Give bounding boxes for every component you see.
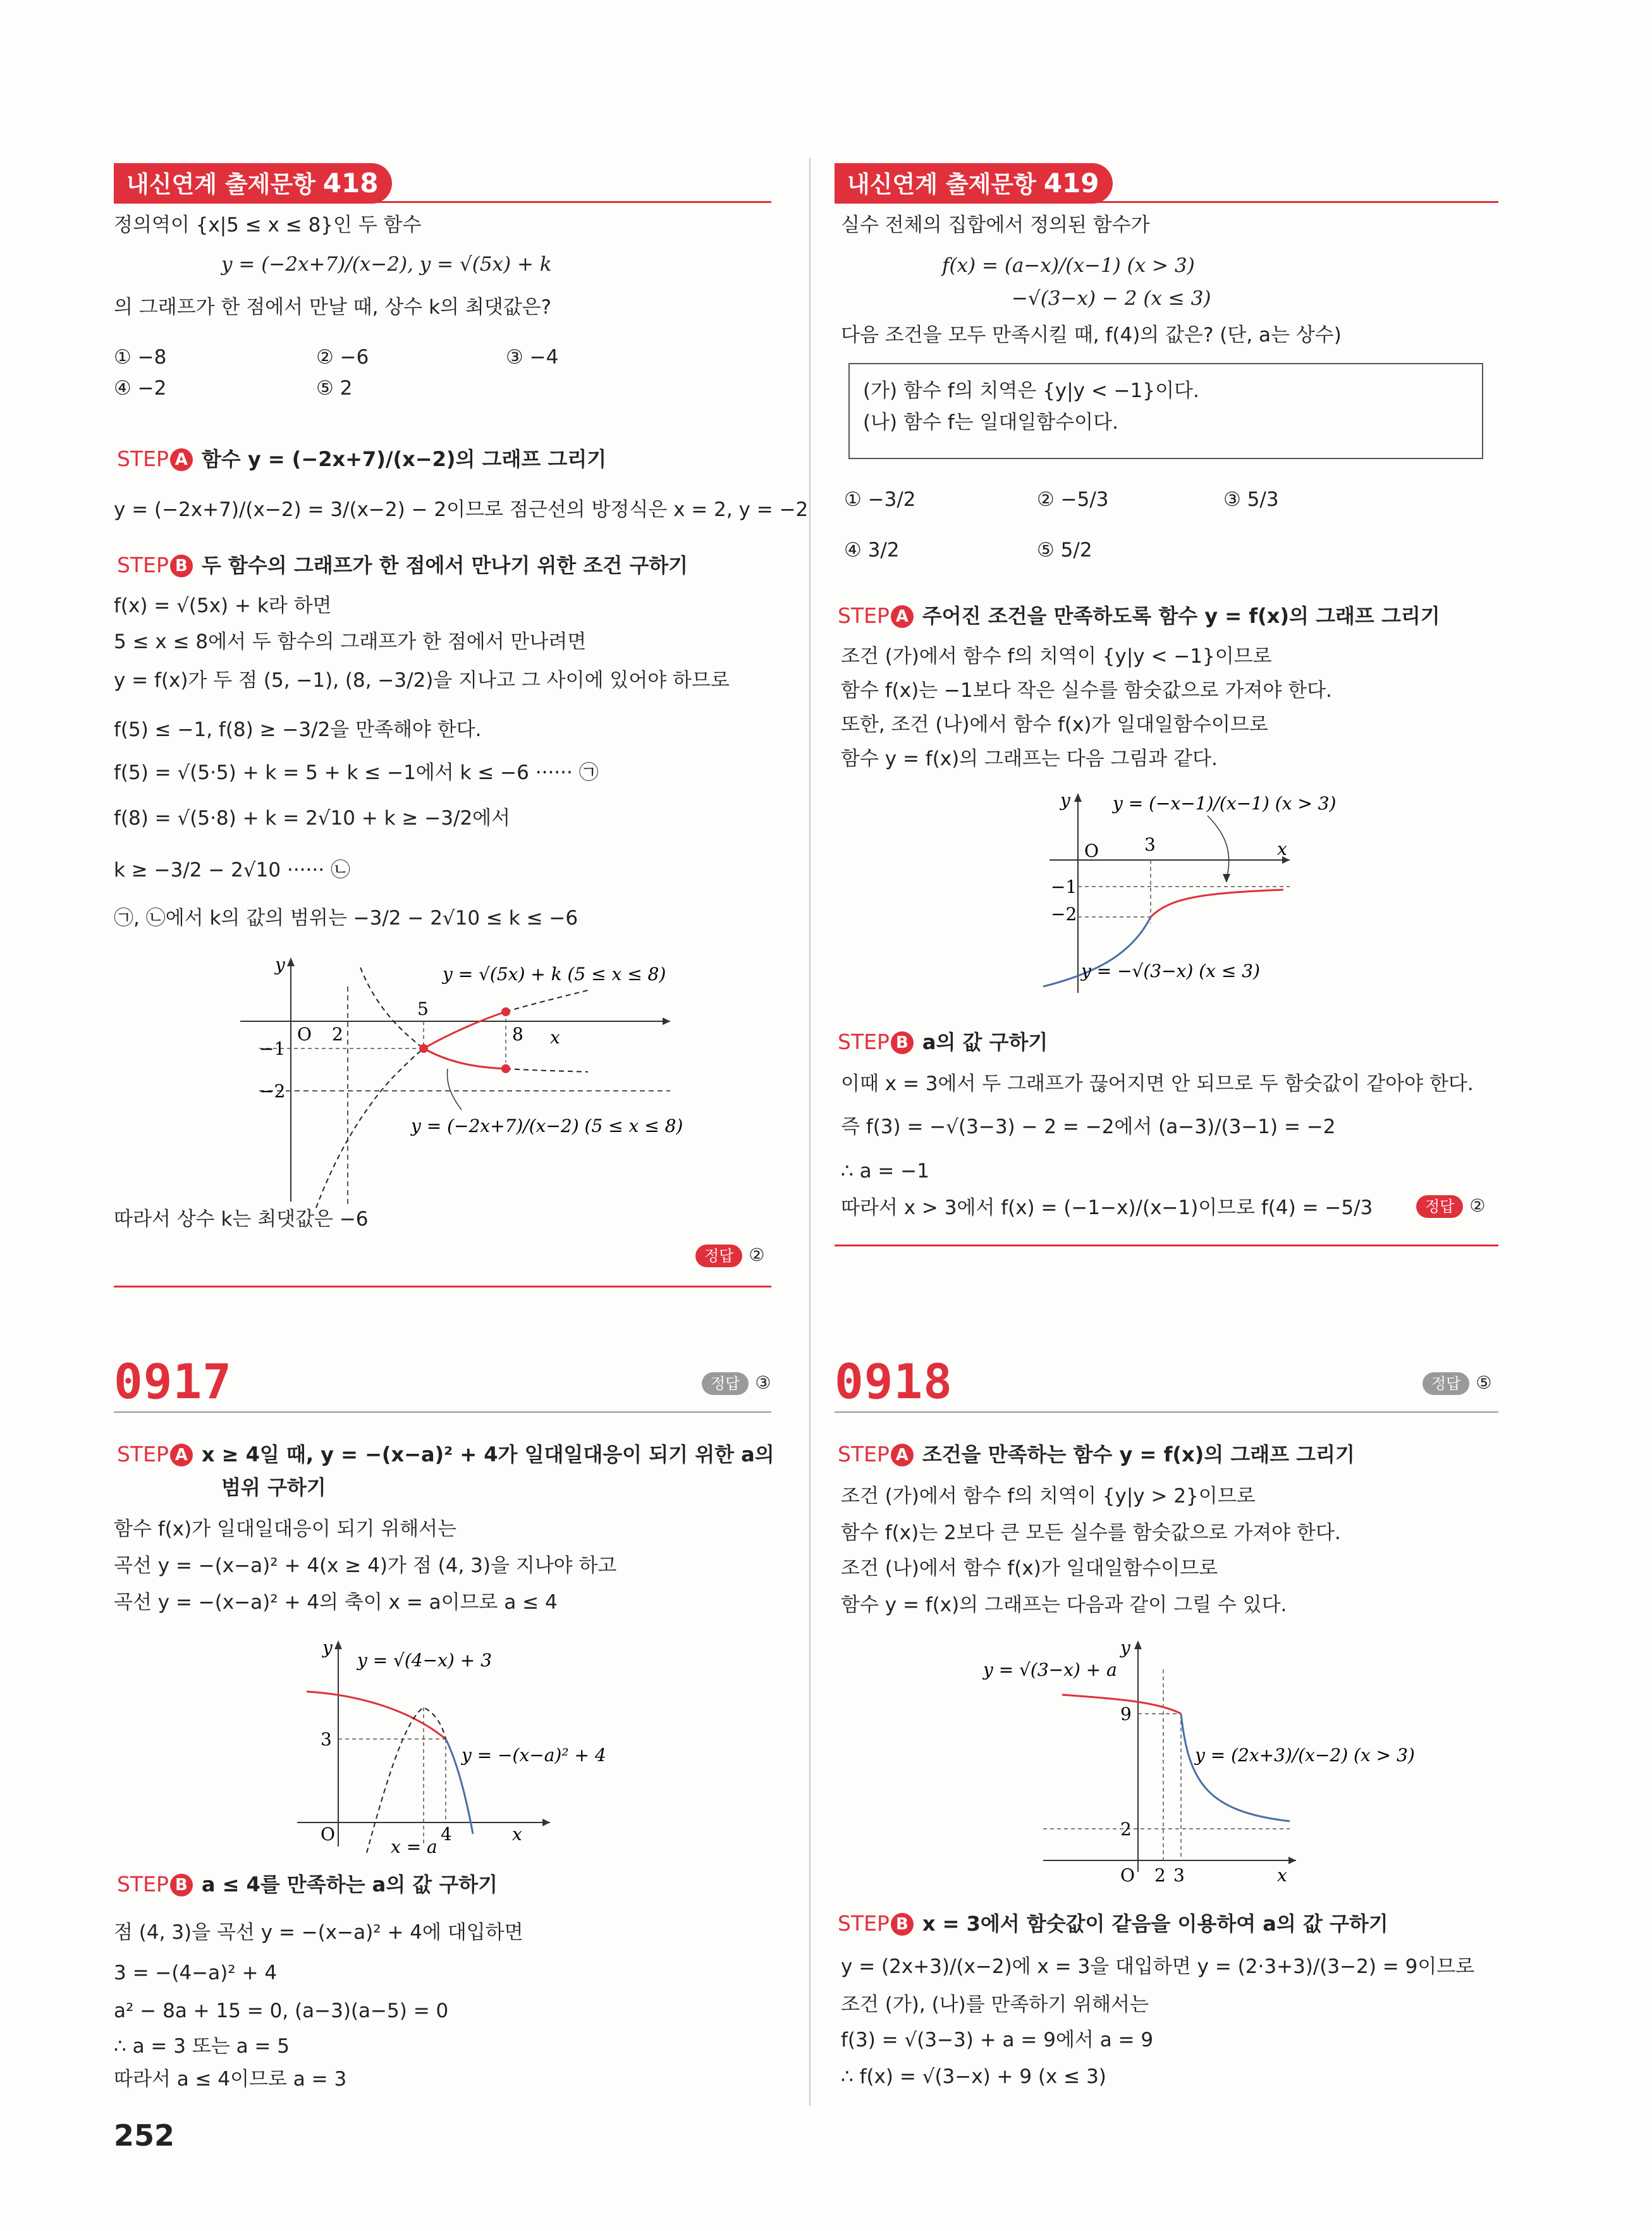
pointer-arrowhead (1223, 874, 1230, 883)
step-title: 주어진 조건을 만족하도록 함수 y = f(x)의 그래프 그리기 (922, 604, 1440, 628)
step-b-heading (117, 553, 688, 578)
step-circle: B (170, 555, 193, 577)
hyperbola-upper-dashed (360, 968, 424, 1048)
tick-3: 3 (1144, 834, 1156, 855)
problem-question: 다음 조건을 모두 만족시킬 때, f(4)의 값은? (단, a는 상수) (841, 324, 1342, 347)
solution-line: 또한, 조건 (나)에서 함수 f(x)가 일대일함수이므로 (841, 713, 1268, 736)
origin-label: O (297, 1024, 312, 1045)
step-b-line: f(x) = √(5x) + k라 하면 (114, 594, 332, 617)
graph-418 (234, 949, 683, 1214)
y-arrow (287, 957, 295, 966)
answer-value: ② (749, 1245, 765, 1265)
step-a-line: y = (−2x+7)/(x−2) = 3/(x−2) − 2이므로 점근선의 방정식은 x = 2, y = −2 (114, 498, 809, 521)
step-b-heading (838, 1911, 1388, 1936)
step-b-line: 5 ≤ x ≤ 8에서 두 함수의 그래프가 한 점에서 만나려면 (114, 630, 587, 653)
tick-m2: −2 (1051, 904, 1077, 925)
solution-line: f(3) = √(3−3) + a = 9에서 a = 9 (841, 2029, 1154, 2051)
solution-line: 즉 f(3) = −√(3−3) − 2 = −2에서 (a−3)/(3−1) = −2 (841, 1116, 1336, 1138)
y-arrow (334, 1640, 342, 1649)
choice-2[interactable]: ② −6 (316, 346, 369, 369)
curve-label-right: y = (2x+3)/(x−2) (x > 3) (1195, 1745, 1415, 1766)
tick-8: 8 (512, 1024, 523, 1045)
answer-badge: 정답 (1423, 1372, 1469, 1395)
step-b-heading (838, 1029, 1048, 1055)
intersection-point (419, 1044, 428, 1053)
solution-line: y = (2x+3)/(x−2)에 x = 3을 대입하면 y = (2·3+3)/(3−2) = 9이므로 (841, 1955, 1475, 1978)
step-label: STEP (838, 1029, 890, 1054)
section-divider (114, 1286, 771, 1288)
curve-label-top: y = √(4−x) + 3 (357, 1650, 492, 1671)
choice-2[interactable]: ② −5/3 (1037, 488, 1109, 511)
step-title: 조건을 만족하는 함수 y = f(x)의 그래프 그리기 (922, 1442, 1355, 1466)
problem-number-0918: 0918 (835, 1353, 953, 1410)
axis-label-x: x (1277, 1865, 1287, 1886)
axis-label-x: x (550, 1027, 560, 1048)
step-b-heading (117, 1872, 498, 1897)
answer-badge: 정답 (702, 1372, 749, 1395)
choice-1[interactable]: ① −3/2 (844, 488, 916, 511)
solution-line: 이때 x = 3에서 두 그래프가 끊어지면 안 되므로 두 함숫값이 같아야 한다. (841, 1072, 1474, 1095)
choice-5[interactable]: ⑤ 5/2 (1037, 539, 1092, 562)
step-title: 두 함수의 그래프가 한 점에서 만나기 위한 조건 구하기 (201, 553, 688, 577)
axis-label-y: y (1060, 790, 1070, 811)
answer-value: ⑤ (1476, 1372, 1492, 1393)
step-label: STEP (117, 1442, 169, 1466)
axis-label-y: y (275, 954, 285, 975)
condition-2: (나) 함수 f는 일대일함수이다. (863, 411, 1118, 434)
step-a-heading (838, 1442, 1355, 1467)
solution-line: 조건 (가)에서 함수 f의 치역이 {y|y < −1}이므로 (841, 645, 1272, 668)
banner-underline (114, 201, 771, 203)
tick-2: 2 (332, 1024, 343, 1045)
curve-label-bottom: y = (−2x+7)/(x−2) (5 ≤ x ≤ 8) (411, 1116, 683, 1136)
condition-1: (가) 함수 f의 치역은 {y|y < −1}이다. (863, 379, 1199, 402)
step-label: STEP (838, 1911, 890, 1936)
problem-banner-419 (835, 163, 1113, 204)
section-divider (114, 1411, 771, 1413)
step-a-heading (117, 1442, 774, 1467)
graph-419 (1037, 784, 1366, 1012)
step-b-line: k ≥ −3/2 − 2√10 ······ ㉡ (114, 859, 350, 882)
tick-9: 9 (1120, 1704, 1132, 1724)
banner-number: 418 (322, 168, 379, 199)
axis-label-y: y (1120, 1637, 1130, 1658)
step-b-line: f(5) = √(5·5) + k = 5 + k ≤ −1에서 k ≤ −6 ······ ㉠ (114, 761, 599, 784)
step-a-heading-cont: 범위 구하기 (221, 1475, 326, 1499)
choice-3[interactable]: ③ −4 (506, 346, 559, 369)
banner-label: 내신연계 출제문항 (126, 171, 315, 198)
answer-value: ③ (755, 1372, 771, 1393)
problem-banner-418 (114, 163, 392, 204)
choice-3[interactable]: ③ 5/3 (1223, 488, 1279, 511)
curve-label-top: y = √(5x) + k (5 ≤ x ≤ 8) (443, 964, 666, 985)
solution-line: 함수 f(x)가 일대일대응이 되기 위해서는 (114, 1518, 457, 1540)
step-label: STEP (117, 553, 169, 577)
solution-line: 조건 (가), (나)를 만족하기 위해서는 (841, 1993, 1149, 2016)
graph-0918 (980, 1632, 1415, 1886)
tick-m1: −1 (1051, 876, 1077, 897)
tick-y-2: 2 (1120, 1819, 1132, 1840)
solution-line: ∴ a = 3 또는 a = 5 (114, 2035, 290, 2058)
solution-line: a² − 8a + 15 = 0, (a−3)(a−5) = 0 (114, 2000, 449, 2022)
curve-label-right: y = −(x−a)² + 4 (462, 1745, 606, 1766)
step-b-line: f(5) ≤ −1, f(8) ≥ −3/2을 만족해야 한다. (114, 718, 482, 741)
step-circle: A (891, 1444, 914, 1466)
tick-m1: −1 (259, 1038, 286, 1059)
solution-line: 따라서 x > 3에서 f(x) = (−1−x)/(x−1)이므로 f(4) = −5/3 (841, 1196, 1373, 1219)
column-separator (809, 158, 811, 2106)
step-label: STEP (838, 1442, 890, 1466)
origin-label: O (1120, 1865, 1135, 1886)
curve-label-top: y = √(3−x) + a (983, 1659, 1117, 1680)
choice-4[interactable]: ④ 3/2 (844, 539, 900, 562)
step-b-line: ㉠, ㉡에서 k의 값의 범위는 −3/2 − 2√10 ≤ k ≤ −6 (114, 907, 578, 930)
answer-419 (1416, 1195, 1485, 1218)
solution-line: 곡선 y = −(x−a)² + 4의 축이 x = a이므로 a ≤ 4 (114, 1591, 558, 1614)
solution-line: 함수 f(x)는 2보다 큰 모든 실수를 함숫값으로 가져야 한다. (841, 1521, 1341, 1544)
answer-0917 (702, 1372, 771, 1395)
sqrt-curve-red (424, 1012, 506, 1048)
axis-of-symmetry-label: x = a (391, 1836, 437, 1857)
problem-question: 의 그래프가 한 점에서 만날 때, 상수 k의 최댓값은? (114, 296, 552, 319)
step-title: x ≥ 4일 때, y = −(x−a)² + 4가 일대일대응이 되기 위한 a의 (201, 1442, 774, 1466)
problem-line: 실수 전체의 집합에서 정의된 함수가 (841, 214, 1150, 237)
x-arrow (1288, 1857, 1296, 1864)
answer-0918 (1423, 1372, 1491, 1395)
step-circle: B (891, 1031, 914, 1054)
piecewise-2: −√(3−x) − 2 (x ≤ 3) (1012, 287, 1211, 310)
answer-badge: 정답 (695, 1245, 742, 1267)
page-number: 252 (114, 2118, 175, 2153)
problem-formula: y = (−2x+7)/(x−2), y = √(5x) + k (221, 253, 552, 276)
hyperbola-red (424, 1048, 506, 1069)
tick-3: 3 (1173, 1865, 1185, 1886)
solution-line: 점 (4, 3)을 곡선 y = −(x−a)² + 4에 대입하면 (114, 1921, 523, 1944)
pointer-arrow (1208, 816, 1229, 879)
pointer-arrow (447, 1069, 462, 1110)
step-title: a ≤ 4를 만족하는 a의 값 구하기 (201, 1872, 498, 1896)
step-label: STEP (838, 603, 890, 628)
step-title: x = 3에서 함숫값이 같음을 이용하여 a의 값 구하기 (922, 1912, 1388, 1936)
choice-5[interactable]: ⑤ 2 (316, 377, 353, 400)
solution-line: 따라서 a ≤ 4이므로 a = 3 (114, 2068, 347, 2091)
solution-line: 3 = −(4−a)² + 4 (114, 1962, 278, 1984)
problem-number-0917: 0917 (114, 1353, 233, 1410)
solution-line: 조건 (나)에서 함수 f(x)가 일대일함수이므로 (841, 1557, 1218, 1580)
step-circle: A (170, 448, 193, 471)
problem-line: 정의역이 {x|5 ≤ x ≤ 8}인 두 함수 (114, 214, 422, 237)
endpoint (501, 1007, 510, 1016)
y-arrow (1074, 793, 1082, 802)
step-a-heading (117, 446, 606, 472)
section-divider (835, 1245, 1498, 1246)
step-b-line: f(8) = √(5·8) + k = 2√10 + k ≥ −3/2에서 (114, 807, 511, 830)
solution-line: ∴ a = −1 (841, 1160, 929, 1183)
step-a-heading (838, 603, 1440, 629)
answer-badge: 정답 (1416, 1195, 1463, 1218)
conclusion: 따라서 상수 k는 최댓값은 −6 (114, 1208, 369, 1231)
graph-0917 (285, 1632, 639, 1859)
tick-2: 2 (1154, 1865, 1166, 1886)
solution-line: 함수 f(x)는 −1보다 작은 실수를 함숫값으로 가져야 한다. (841, 679, 1332, 702)
choice-1[interactable]: ① −8 (114, 346, 167, 369)
y-arrow (1134, 1640, 1142, 1649)
sqrt-curve-dashed (316, 1048, 424, 1208)
tick-3: 3 (321, 1729, 332, 1750)
step-label: STEP (117, 446, 169, 471)
origin-label: O (1084, 840, 1099, 861)
step-circle: B (891, 1913, 914, 1936)
hyperbola-tail-dashed (506, 1069, 588, 1072)
step-title: a의 값 구하기 (922, 1030, 1048, 1054)
step-circle: A (170, 1444, 193, 1466)
step-label: STEP (117, 1872, 169, 1896)
step-circle: A (891, 605, 914, 628)
axis-label-y: y (322, 1637, 333, 1658)
sqrt-tail-dashed (506, 990, 588, 1012)
x-arrow (542, 1819, 550, 1826)
axis-label-x: x (512, 1824, 522, 1845)
solution-line: 조건 (가)에서 함수 f의 치역이 {y|y > 2}이므로 (841, 1485, 1256, 1508)
curve-label-bottom: y = −√(3−x) (x ≤ 3) (1081, 961, 1260, 981)
x-arrow (663, 1017, 670, 1025)
step-circle: B (170, 1874, 193, 1896)
banner-number: 419 (1043, 168, 1099, 199)
endpoint (501, 1064, 510, 1073)
hyperbola-red (1151, 890, 1283, 917)
solution-line: 곡선 y = −(x−a)² + 4(x ≥ 4)가 점 (4, 3)을 지나야 하고 (114, 1554, 617, 1577)
piecewise-1: f(x) = (a−x)/(x−1) (x > 3) (942, 254, 1195, 277)
solution-line: ∴ f(x) = √(3−x) + 9 (x ≤ 3) (841, 2065, 1106, 2088)
tick-5: 5 (417, 999, 429, 1019)
step-b-line: y = f(x)가 두 점 (5, −1), (8, −3/2)을 지나고 그 사이에 있어야 하므로 (114, 669, 730, 692)
section-divider (835, 1411, 1498, 1413)
banner-underline (835, 201, 1498, 203)
solution-line: 함수 y = f(x)의 그래프는 다음 그림과 같다. (841, 747, 1218, 770)
banner-label: 내신연계 출제문항 (847, 171, 1036, 198)
hyperbola-blue (1181, 1714, 1290, 1821)
tick-m2: −2 (259, 1081, 286, 1102)
curve-label-top: y = (−x−1)/(x−1) (x > 3) (1113, 793, 1337, 814)
tick-4: 4 (441, 1824, 452, 1845)
solution-line: 함수 y = f(x)의 그래프는 다음과 같이 그릴 수 있다. (841, 1594, 1287, 1616)
answer-value: ② (1469, 1195, 1486, 1216)
choice-4[interactable]: ④ −2 (114, 377, 167, 400)
axis-label-x: x (1277, 839, 1287, 859)
answer-418 (695, 1245, 764, 1267)
origin-label: O (321, 1824, 335, 1845)
step-title: 함수 y = (−2x+7)/(x−2)의 그래프 그리기 (201, 447, 607, 471)
